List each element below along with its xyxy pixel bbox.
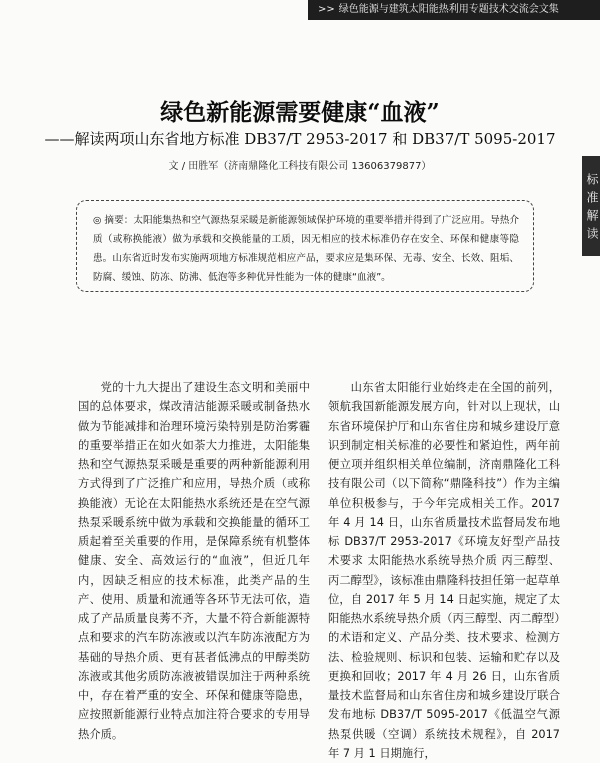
body-column-right: 山东省太阳能行业始终走在全国的前列，领航我国新能源发展方向，针对以上现状，山东省环境保护厅和山东省住房和城乡建设厅意识到制定相关标准的必要性和紧迫性，两年前便立项并组织相关单位编制，济南鼎隆化工科技有限公司（以下简称“鼎隆科技”）作为主编单位积极参与，于今年完成相关工作。2017 年 4 月 14 日，山东省质量技术监督局发布地标 DB37/T 2953-2017《环境友好型产品技术要求 太阳能热水系统导热介质 丙三醇型、丙二醇型》，该标准由鼎隆科技担任第一起草单位，自 2017 年 5 月 14 日起实施，规定了太阳能热水系统导热介质（丙三醇型、丙二醇型）的术语和定义、产品分类、技术要求、检测方法、检验规则、标识和包装、运输和贮存以及更换和回收；2017 年 4 月 26 日，山东省质量技术监督局和山东省住房和城乡建设厅联合发布地标 DB37/T 5095-2017《低温空气源热泵供暖（空调）系统技术规程》，自 2017 年 7 月 1 日期施行， <box>328 381 560 760</box>
header-arrow-icon: >> <box>318 4 335 15</box>
running-header <box>308 0 600 20</box>
abstract-text: 摘要：太阳能集热和空气源热泵采暖是新能源领域保护环境的重要举措并得到了广泛应用。导热介质（或称换能液）做为承载和交换能量的工质，因无相应的技术标准仍存在安全、环保和健康等隐患。山东省近时发布实施两项地方标准规范相应产品，要求应是集环保、无毒、安全、长效、阻垢、防腐、缓蚀、防冻、防沸、低泡等多种优异性能为一体的健康“血液”。 <box>93 215 519 283</box>
author-byline: 文 / 田胜军（济南鼎隆化工科技有限公司 13606379877） <box>168 161 432 172</box>
article-title: 绿色新能源需要健康“血液” <box>160 99 440 126</box>
body-column-left: 党的十九大提出了建设生态文明和美丽中国的总体要求，煤改清洁能源采暖或制备热水做为节能减排和治理环境污染特别是防治雾霾的重要举措正在如火如荼大力推进，太阳能集热和空气源热泵采暖是重要的两种新能源利用方式得到了广泛推广和应用，导热介质（或称换能液）无论在太阳能热水系统还是在空气源热泵采暖系统中做为承载和交换能量的循环工质起着至关重要的作用，是保障系统有机整体健康、安全、高效运行的“血液”，但近几年内，因缺乏相应的技术标准，此类产品的生产、使用、质量和流通等各环节无法可依，造成了产品质量良莠不齐，大量不符合新能源特点和要求的汽车防冻液或以汽车防冻液配方为基础的导热介质、更有甚者低沸点的甲醇类防冻液或其他劣质防冻液被错误加注于两种系统中，存在着严重的安全、环保和健康等隐患，应按照新能源行业特点加注符合要求的专用导热介质。 <box>78 381 310 741</box>
header-title: 绿色能源与建筑太阳能热利用专题技术交流会文集 <box>338 4 559 15</box>
abstract-box <box>76 200 534 292</box>
abstract-bullet-icon: ◎ <box>93 215 102 226</box>
article-subtitle: ——解读两项山东省地方标准 DB37/T 2953-2017 和 DB37/T 5095-2017 <box>44 130 556 148</box>
section-tab: 标准解读 <box>582 156 600 256</box>
